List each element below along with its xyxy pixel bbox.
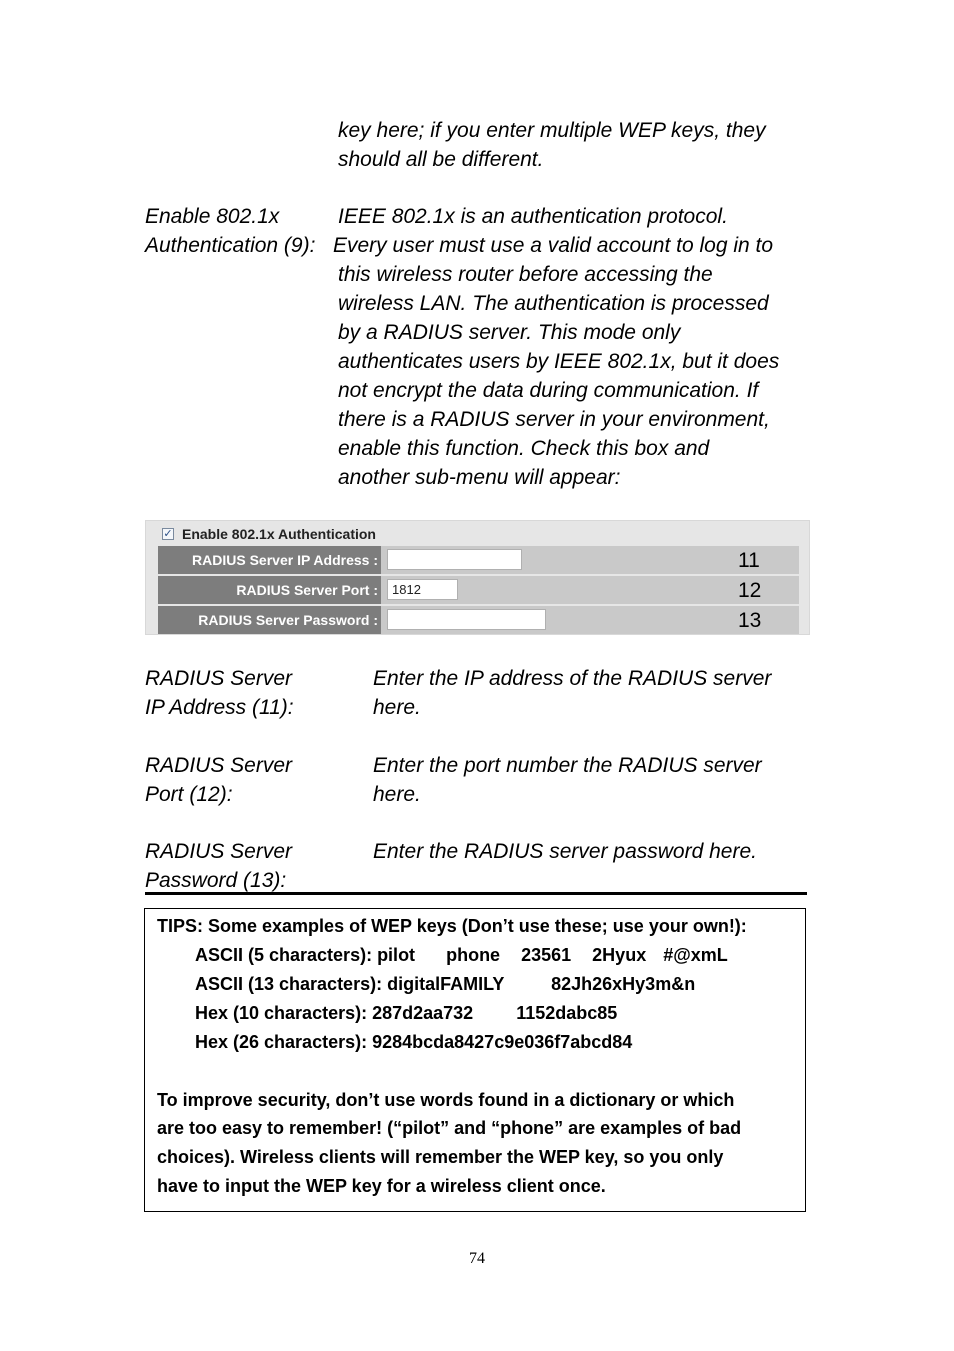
- term-line: RADIUS Server: [145, 667, 293, 690]
- section-divider: [145, 892, 807, 895]
- radius-ip-input[interactable]: [387, 549, 522, 570]
- radius-port-input[interactable]: [387, 579, 458, 600]
- tips-example-ascii5: [195, 941, 728, 970]
- enable-dot1x-checkbox[interactable]: ✓: [163, 528, 173, 540]
- example-item: phone: [446, 945, 501, 965]
- def-password-term: [145, 837, 292, 895]
- radius-port-label: RADIUS Server Port :: [158, 576, 381, 604]
- def-ip-term: [145, 664, 294, 722]
- tips-advice-line: To improve security, don’t use words found in a dictionary or which: [157, 1090, 735, 1110]
- desc-line: here.: [373, 696, 421, 719]
- desc-line: wireless LAN. The authentication is processed: [338, 292, 769, 315]
- tips-example-ascii13: [195, 970, 695, 999]
- desc-line: Enter the port number the RADIUS server: [373, 754, 762, 777]
- example-prefix: Hex (10 characters): 287d2aa732: [195, 1003, 474, 1023]
- dot1x-settings-panel: [145, 520, 810, 635]
- desc-line: authenticates users by IEEE 802.1x, but it does: [338, 350, 780, 373]
- def-port-desc: [373, 751, 762, 809]
- callout-12: 12: [738, 579, 762, 602]
- radius-ip-row: [158, 546, 799, 574]
- tips-example-hex26: [195, 1028, 632, 1057]
- desc-line: Enter the IP address of the RADIUS server: [373, 667, 772, 690]
- desc-line: another sub-menu will appear:: [338, 466, 621, 489]
- def-password-desc: [373, 837, 757, 866]
- def-port-term: [145, 751, 292, 809]
- example-item: 1152dabc85: [516, 1003, 618, 1023]
- term-line: Port (12):: [145, 783, 233, 806]
- dot1x-desc-second: Every user must use a valid account to log in to: [333, 234, 774, 257]
- example-prefix: ASCII (5 characters): pilot: [195, 945, 416, 965]
- example-item: #@xmL: [663, 945, 728, 965]
- def-ip-desc: [373, 664, 771, 722]
- enable-dot1x-toggle[interactable]: [162, 525, 376, 543]
- term-line: Password (13):: [145, 869, 287, 892]
- callout-11: 11: [738, 549, 760, 572]
- intro-line: should all be different.: [338, 148, 544, 171]
- term-line: RADIUS Server: [145, 754, 293, 777]
- tips-heading: TIPS: Some examples of WEP keys (Don’t use these; use your own!):: [157, 916, 747, 936]
- tips-advice-line: have to input the WEP key for a wireless client once.: [157, 1176, 606, 1196]
- dot1x-term-line1: Enable 802.1x: [145, 205, 280, 228]
- intro-line: key here; if you enter multiple WEP keys, they: [338, 119, 766, 142]
- term-line: IP Address (11):: [145, 696, 294, 719]
- desc-line: this wireless router before accessing the: [338, 263, 713, 286]
- desc-line: Enter the RADIUS server password here.: [373, 840, 757, 863]
- tips-advice-line: are too easy to remember! (“pilot” and “phone” are examples of bad: [157, 1118, 742, 1138]
- dot1x-term-line2: Authentication (9):: [145, 234, 316, 257]
- intro-paragraph: [338, 116, 766, 174]
- enable-dot1x-label: Enable 802.1x Authentication: [182, 526, 376, 542]
- radius-password-row: [158, 606, 799, 634]
- tips-example-hex10: [195, 999, 617, 1028]
- radius-port-row: [158, 576, 799, 604]
- desc-line: enable this function. Check this box and: [338, 437, 710, 460]
- example-item: 23561: [521, 945, 572, 965]
- desc-line: there is a RADIUS server in your environment,: [338, 408, 770, 431]
- desc-line: not encrypt the data during communication. If: [338, 379, 759, 402]
- page-number: 74: [469, 1250, 485, 1267]
- desc-line: by a RADIUS server. This mode only: [338, 321, 681, 344]
- example-prefix: Hex (26 characters): 9284bcda8427c9e036f7abcd84: [195, 1032, 633, 1052]
- radius-ip-label: RADIUS Server IP Address :: [158, 546, 381, 574]
- tips-advice-line: choices). Wireless clients will remember the WEP key, so you only: [157, 1147, 724, 1167]
- example-item: 82Jh26xHy3m&n: [551, 974, 696, 994]
- dot1x-desc-first: IEEE 802.1x is an authentication protocol.: [338, 205, 728, 228]
- callout-13: 13: [738, 609, 762, 632]
- term-line: RADIUS Server: [145, 840, 293, 863]
- radius-password-label: RADIUS Server Password :: [158, 606, 381, 634]
- tips-box: [144, 908, 806, 1212]
- desc-line: here.: [373, 783, 421, 806]
- example-prefix: ASCII (13 characters): digitalFAMILY: [195, 974, 505, 994]
- radius-password-input[interactable]: [387, 609, 546, 630]
- dot1x-desc-rest: [338, 260, 779, 492]
- example-item: 2Hyux: [592, 945, 647, 965]
